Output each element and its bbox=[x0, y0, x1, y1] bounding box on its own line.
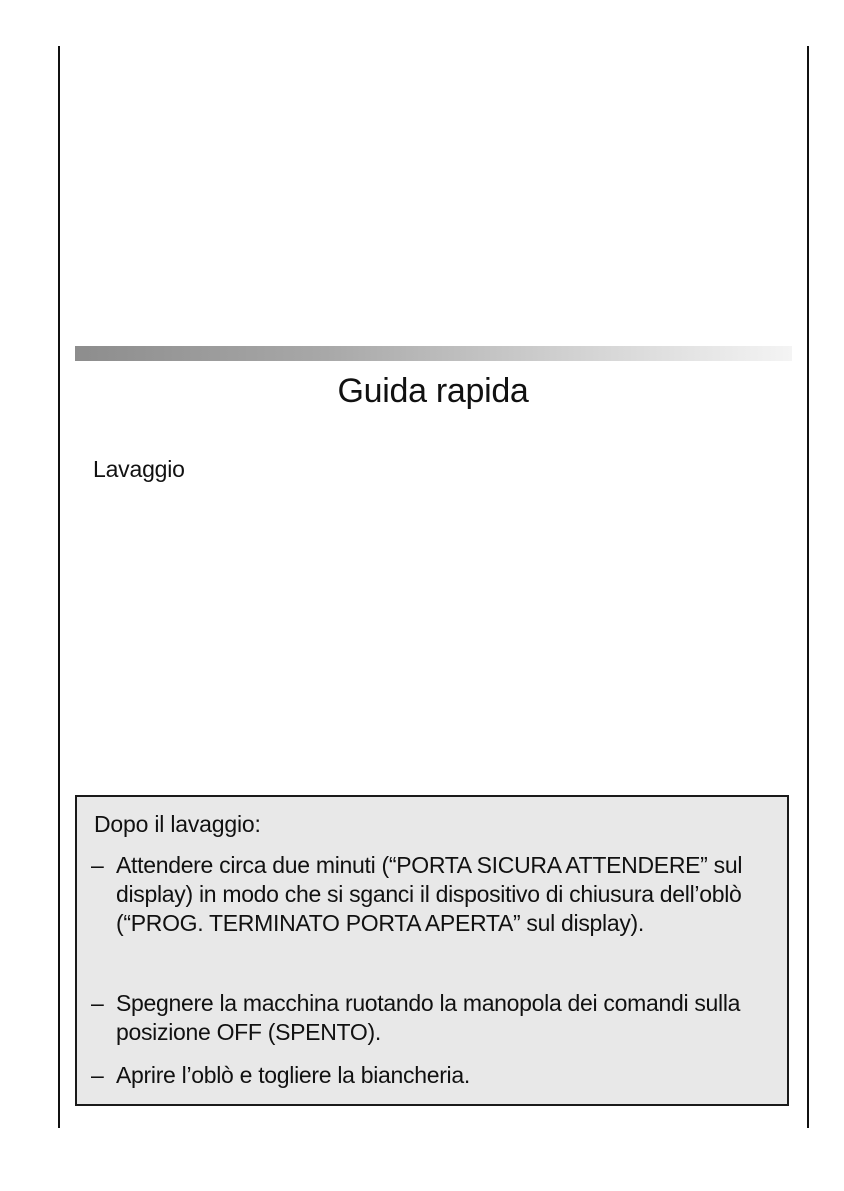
instruction-text: Aprire l’oblò e togliere la biancheria. bbox=[116, 1062, 470, 1088]
section-heading-lavaggio: Lavaggio bbox=[93, 456, 185, 482]
instruction-item bbox=[91, 851, 781, 938]
bullet-dash: – bbox=[91, 1062, 104, 1088]
bullet-dash: – bbox=[91, 852, 104, 878]
instruction-item bbox=[91, 1061, 781, 1090]
instruction-text: Spegnere la macchina ruotando la manopola dei comandi sulla posizione OFF (SPENTO). bbox=[116, 990, 741, 1045]
after-wash-info-box bbox=[75, 795, 789, 1106]
right-margin-rule bbox=[807, 46, 809, 1128]
page-title: Guida rapida bbox=[337, 372, 529, 410]
instruction-item bbox=[91, 989, 781, 1047]
left-margin-rule bbox=[58, 46, 60, 1128]
info-box-heading: Dopo il lavaggio: bbox=[94, 811, 261, 837]
instruction-text: Attendere circa due minuti (“PORTA SICURA ATTENDERE” sul display) in modo che si sganci il dispositivo di chiusura dell’oblò (“PROG. TERMINATO PORTA APERTA” sul display). bbox=[116, 852, 743, 936]
header-gradient-bar bbox=[75, 346, 792, 361]
bullet-dash: – bbox=[91, 990, 104, 1016]
